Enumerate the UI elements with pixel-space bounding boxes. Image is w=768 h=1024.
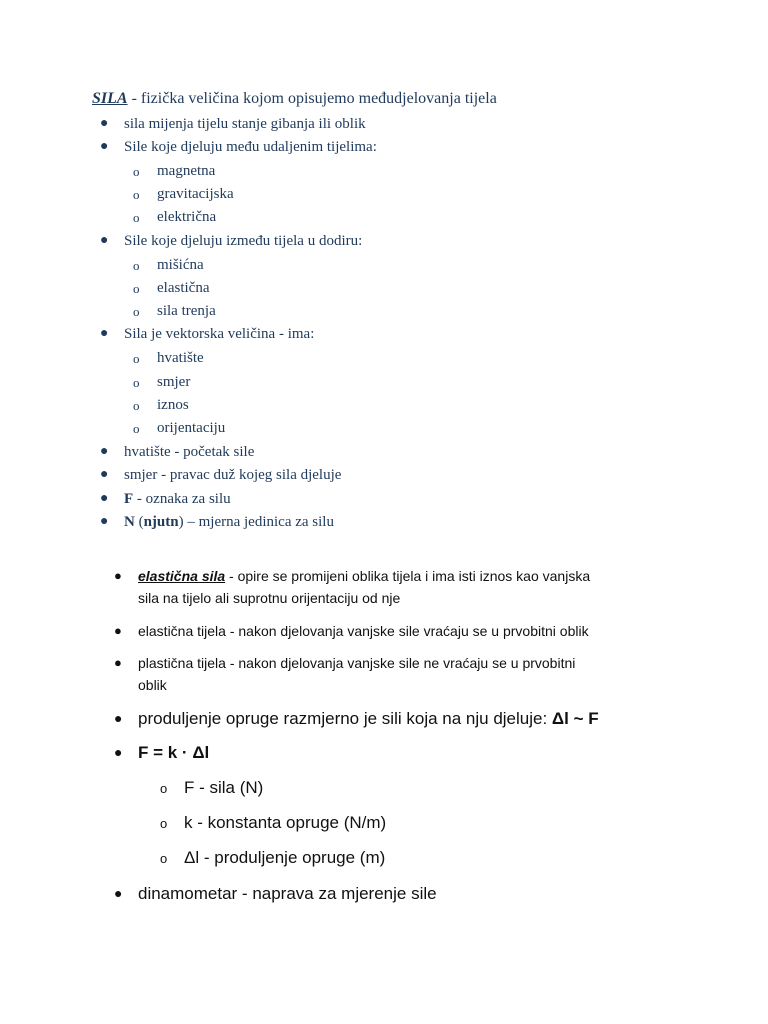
document-heading (92, 90, 497, 108)
list-item: ● F - oznaka za silu (100, 491, 231, 507)
sub-list-item: o smjer (133, 374, 191, 390)
heading-definition: - fizička veličina kojom opisujemo međudjelovanja tijela (127, 90, 497, 107)
list-item: ● Sila je vektorska veličina - ima: (100, 326, 315, 342)
list-item: ● elastična sila - opire se promijeni oblika tijela i ima isti iznos kao vanjska sila na tijelo ali suprotnu orijentaciju od nje (114, 568, 591, 606)
list-item: ● Sile koje djeluju među udaljenim tijelima: (100, 139, 377, 155)
sub-list-item: o hvatište (133, 350, 204, 366)
sub-list-item: o magnetna (133, 163, 216, 179)
sub-list-item: o električna (133, 209, 217, 225)
list-item: ● smjer - pravac duž kojeg sila djeluje (100, 467, 342, 483)
sub-list-item: o k - konstanta opruge (N/m) (160, 813, 387, 832)
sub-list-item: o sila trenja (133, 303, 216, 319)
sub-list-item: o orijentaciju (133, 420, 226, 436)
sub-list-item: o elastična (133, 280, 210, 296)
sub-list-item: o gravitacijska (133, 186, 234, 202)
sub-list-item: o Δl - produljenje opruge (m) (160, 848, 386, 867)
list-item: ● N (njutn) – mjerna jedinica za silu (100, 514, 334, 530)
list-item: ● F = k · Δl (114, 743, 210, 762)
heading-term: SILA (92, 90, 128, 107)
list-item: ● sila mijenja tijelu stanje gibanja ili oblik (100, 116, 366, 132)
list-item: ● dinamometar - naprava za mjerenje sile (114, 884, 437, 903)
list-item: ● Sile koje djeluju između tijela u dodiru: (100, 233, 363, 249)
sub-list-item: o iznos (133, 397, 189, 413)
list-item: ● elastična tijela - nakon djelovanja vanjske sile vraćaju se u prvobitni oblik (114, 623, 589, 639)
list-item: ● hvatište - početak sile (100, 444, 255, 460)
list-item: ● produljenje opruge razmjerno je sili koja na nju djeluje: Δl ~ F (114, 709, 599, 728)
list-item: ● plastična tijela - nakon djelovanja vanjske sile ne vraćaju se u prvobitni oblik (114, 655, 576, 693)
sub-list-item: o F - sila (N) (160, 778, 264, 797)
sub-list-item: o mišićna (133, 257, 204, 273)
